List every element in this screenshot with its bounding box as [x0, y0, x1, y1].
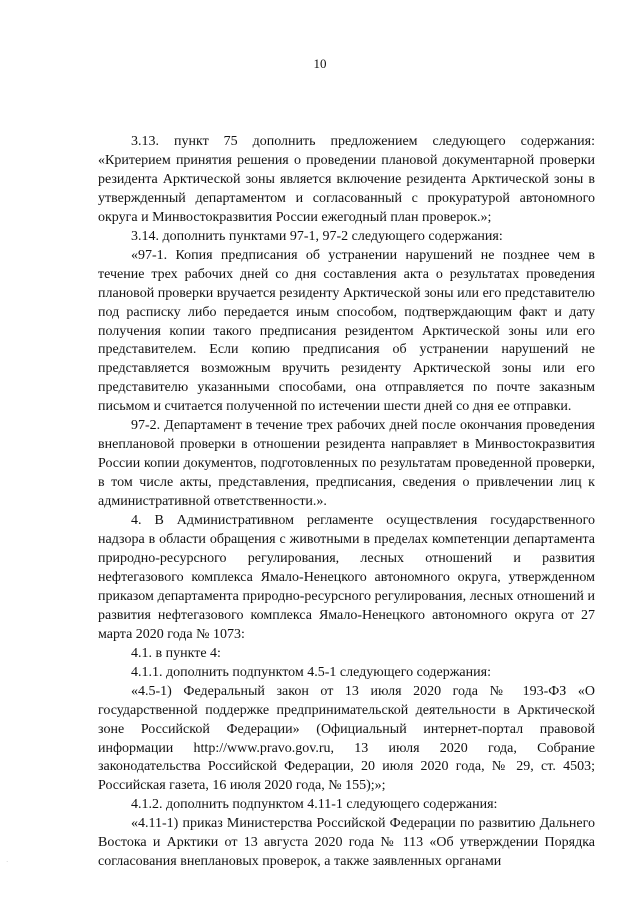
paragraph-4: 4. В Административном регламенте осуществления государственного надзора в области обращения с животными в пределах компетенции департамента природно-ресурсного регулирования, лесных отношений и развития нефтегазового комплекса Ямало-Ненецкого автономного округа, утвержденном приказом департамента природно-ресурсного регулирования, лесных отношений и развития нефтегазового комплекса Ямало-Ненецкого автономного округа от 27 марта 2020 года № 1073: — [98, 513, 595, 642]
paragraph-4-1-2: 4.1.2. дополнить подпунктом 4.11-1 следующего содержания: — [131, 797, 498, 813]
paragraph-3-13: 3.13. пункт 75 дополнить предложением следующего содержания: «Критерием принятия решения о проведении плановой документарной проверки резидента Арктической зоны является включение резидента Арктической зоны в утвержденный департаментом и согласованный с прокуратурой автономного округа и Минвостокразвития России ежегодный план проверок.»; — [98, 134, 595, 225]
paragraph-97-1: «97-1. Копия предписания об устранении нарушений не позднее чем в течение трех рабочих дней со дня составления акта о результатах проведения плановой проверки вручается резиденту Арктической зоны или его представителю под расписку либо передается иным способом, подтверждающим факт и дату получения копии такого предписания резидентом Арктической зоны или его представителем. Если копию предписания об устранении нарушений не представляется возможным вручить резиденту Арктической зоны или его представителю указанными способами, она отправляется по почте заказным письмом и считается полученной по истечении шести дней со дня ее отправки. — [98, 247, 595, 415]
margin-mark: · — [6, 858, 9, 866]
paragraph-4-1-1: 4.1.1. дополнить подпунктом 4.5-1 следующего содержания: — [131, 664, 491, 680]
paragraph-3-14: 3.14. дополнить пунктами 97-1, 97-2 следующего содержания: — [131, 228, 503, 244]
page-number: 10 — [313, 56, 327, 71]
paragraph-97-2: 97-2. Департамент в течение трех рабочих дней после окончания проведения внеплановой проверки в отношении резидента направляет в Минвостокразвития России копии документов, подготовленных по результатам проведенной проверки, в том числе акты, представления, предписания, сведения о привлечении лиц к административной ответственности.». — [98, 418, 595, 510]
document-body — [98, 133, 595, 872]
paragraph-4-11-1: «4.11-1) приказ Министерства Российской Федерации по развитию Дальнего Востока и Арктики от 13 августа 2020 года № 113 «Об утверждении Порядка согласования внеплановых проверок, а также заявленных органами — [98, 816, 595, 870]
paragraph-4-1: 4.1. в пункте 4: — [131, 645, 221, 661]
paragraph-4-5-1: «4.5-1) Федеральный закон от 13 июля 2020 года № 193-ФЗ «О государственной поддержке предпринимательской деятельности в Арктической зоне Российской Федерации» (Официальный интернет-портал правовой информации http://www.pravo.gov.ru, 13 июля 2020 года, Собрание законодательства Российской Федерации, 20 июля 2020 года, № 29, ст. 4503; Российская газета, 16 июля 2020 года, № 155);»; — [98, 683, 595, 794]
